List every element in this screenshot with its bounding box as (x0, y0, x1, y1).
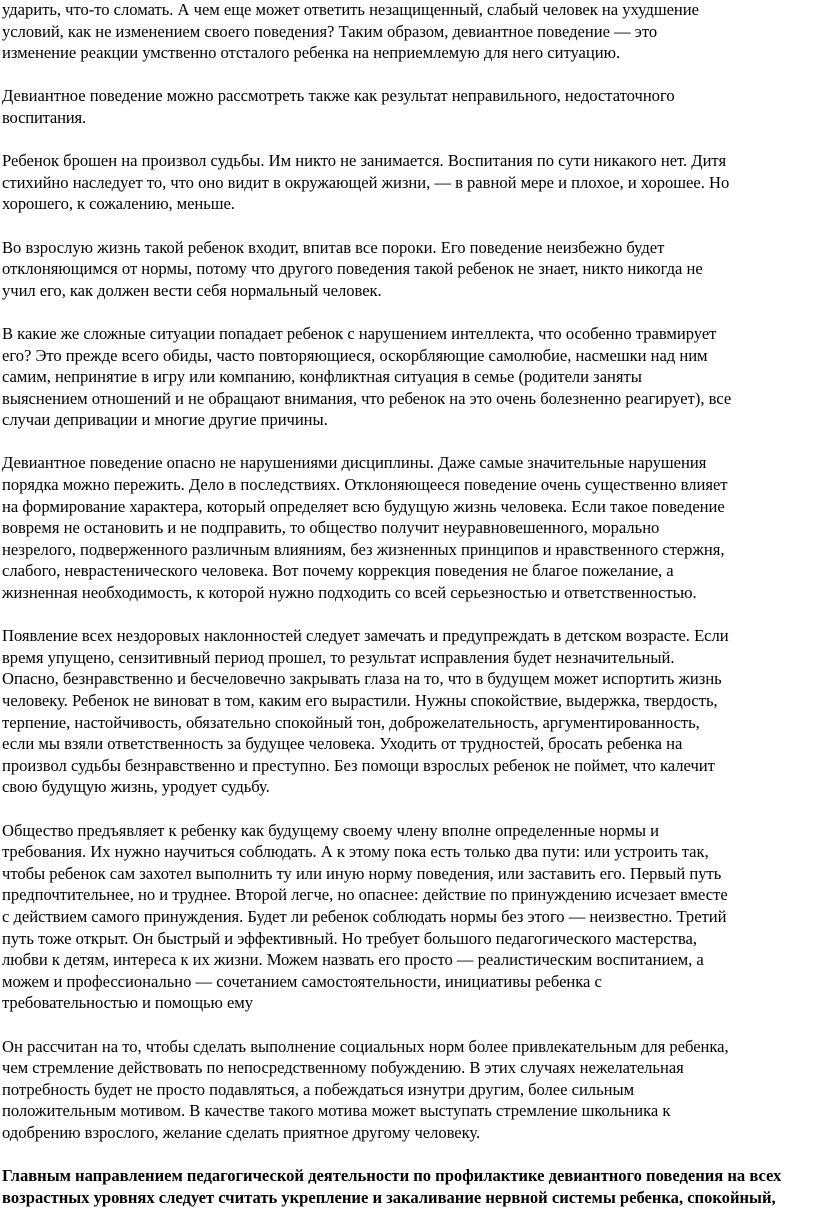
text-line: Он рассчитан на то, чтобы сделать выполнение социальных норм более привлекательным для ребенка, (2, 1036, 729, 1056)
text-line: его? Это прежде всего обиды, часто повторяющиеся, оскорбляющие самолюбие, насмешки над ним (2, 345, 708, 365)
text-line: можем и профессионально — сочетанием самостоятельности, инициативы ребенка с (2, 971, 602, 991)
text-line: вовремя не остановить и не подправить, то общество получит неуравновешенного, морально (2, 518, 660, 538)
text-line: путь тоже открыт. Он быстрый и эффективный. Но требует большого педагогического мастерства, (2, 928, 698, 948)
text-line: отклоняющимся от нормы, потому что другого поведения такой ребенок не знает, никто никогда не (2, 259, 703, 279)
paragraph-4 (2, 237, 816, 302)
text-line: жизненная необходимость, к которой нужно подходить со всей серьезностью и ответственностью. (2, 583, 697, 603)
text-line: Общество предъявляет к ребенку как будущему своему члену вполне определенные нормы и (2, 820, 660, 840)
text-line: Ребенок брошен на произвол судьбы. Им никто не занимается. Воспитания по сути никакого нет. Дитя (2, 151, 727, 171)
paragraph-2 (2, 85, 816, 128)
text-line: Опасно, безнравственно и бесчеловечно закрывать глаза на то, что в будущем может испортить жизнь (2, 669, 722, 689)
text-line: с действием самого принуждения. Будет ли ребенок соблюдать нормы без этого — неизвестно. Третий (2, 906, 727, 926)
paragraph-10-bold (2, 1165, 816, 1208)
paragraph-8 (2, 820, 816, 1014)
text-line: воспитания. (2, 107, 86, 127)
text-line: чтобы ребенок сам захотел выполнить ту или иную норму поведения, или заставить его. Первый путь (2, 863, 722, 883)
text-line: потребность будет не просто подавляться, а побеждаться изнутри другим, более сильным (2, 1079, 635, 1099)
text-line: слабого, неврастенического человека. Вот почему коррекция поведения не благое пожелание, а (2, 561, 674, 581)
text-line: выяснением отношений и не обращают внимания, что ребенок на это очень болезненно реагирует), все (2, 388, 732, 408)
text-line: положительным мотивом. В качестве такого мотива может выступать стремление школьника к (2, 1101, 671, 1121)
text-line: самим, непринятие в игру или компанию, конфликтная ситуация в семье (родители заняты (2, 367, 642, 387)
text-line: произвол судьбы безнравственно и преступно. Без помощи взрослых ребенок не поймет, что калечит (2, 755, 715, 775)
text-line: терпение, настойчивость, обязательно спокойный тон, доброжелательность, аргументированность, (2, 712, 700, 732)
text-line: предпочтительнее, но и труднее. Второй легче, но опаснее: действие по принуждению исчезает вместе (2, 885, 728, 905)
text-line: любви к детям, интереса к их жизни. Можем назвать его просто — реалистическим воспитанием, а (2, 950, 704, 970)
text-line: Главным направлением педагогической деятельности по профилактике девиантного поведения на всех (2, 1166, 782, 1186)
text-line: время упущено, сензитивный период прошел, то результат исправления будет незначительный. (2, 647, 675, 667)
text-line: одобрению взрослого, желание сделать приятное другому человеку. (2, 1122, 481, 1142)
text-line: случаи депривации и многие другие причины. (2, 410, 328, 430)
text-line: если мы взяли ответственность за будущее человека. Уходить от трудностей, бросать ребенка на (2, 734, 683, 754)
paragraph-9 (2, 1036, 816, 1144)
paragraph-7 (2, 625, 816, 798)
text-line: требования. Их нужно научиться соблюдать. А к этому пока есть только два пути: или устроить так, (2, 842, 709, 862)
text-line: изменение реакции умственно отсталого ребенка на неприемлемую для него ситуацию. (2, 43, 621, 63)
text-line: Во взрослую жизнь такой ребенок входит, впитав все пороки. Его поведение неизбежно будет (2, 237, 665, 257)
text-line: человеку. Ребенок не виноват в том, каким его вырастили. Нужны спокойствие, выдержка, твердость, (2, 691, 718, 710)
text-line: Девиантное поведение можно рассмотреть также как результат неправильного, недостаточного (2, 86, 675, 106)
text-line: порядка можно пережить. Дело в последствиях. Отклоняющееся поведение очень существенно влияет (2, 475, 728, 495)
paragraph-6 (2, 452, 816, 603)
text-line: стихийно наследует то, что оно видит в окружающей жизни, — в равной мере и плохое, и хорошее. Но (2, 172, 730, 192)
text-line: учил его, как должен вести себя нормальный человек. (2, 280, 382, 300)
text-line: ударить, что-то сломать. А чем еще может ответить незащищенный, слабый человек на ухудшение (2, 0, 699, 19)
paragraph-1 (2, 0, 816, 64)
text-line: хорошего, к сожалению, меньше. (2, 194, 235, 214)
text-line: условий, как не изменением своего поведения? Таким образом, девиантное поведение — это (2, 21, 658, 41)
text-line: возрастных уровнях следует считать укрепление и закаливание нервной системы ребенка, спокойный, (2, 1187, 776, 1207)
text-line: чем стремление действовать по непосредственному побуждению. В этих случаях нежелательная (2, 1058, 684, 1078)
paragraph-3 (2, 150, 816, 215)
paragraph-5 (2, 323, 816, 431)
text-line: незрелого, подверженного различным влияниям, без жизненных принципов и нравственного стержня, (2, 539, 725, 559)
text-line: требовательностью и помощью ему (2, 993, 253, 1013)
text-line: свою будущую жизнь, уродует судьбу. (2, 777, 270, 797)
text-line: Девиантное поведение опасно не нарушениями дисциплины. Даже самые значительные нарушения (2, 453, 707, 473)
text-line: Появление всех нездоровых наклонностей следует замечать и предупреждать в детском возрасте. Если (2, 626, 729, 646)
text-line: В какие же сложные ситуации попадает ребенок с нарушением интеллекта, что особенно травмирует (2, 323, 717, 343)
text-line: на формирование характера, который определяет всю будущую жизнь человека. Если такое поведение (2, 496, 725, 516)
